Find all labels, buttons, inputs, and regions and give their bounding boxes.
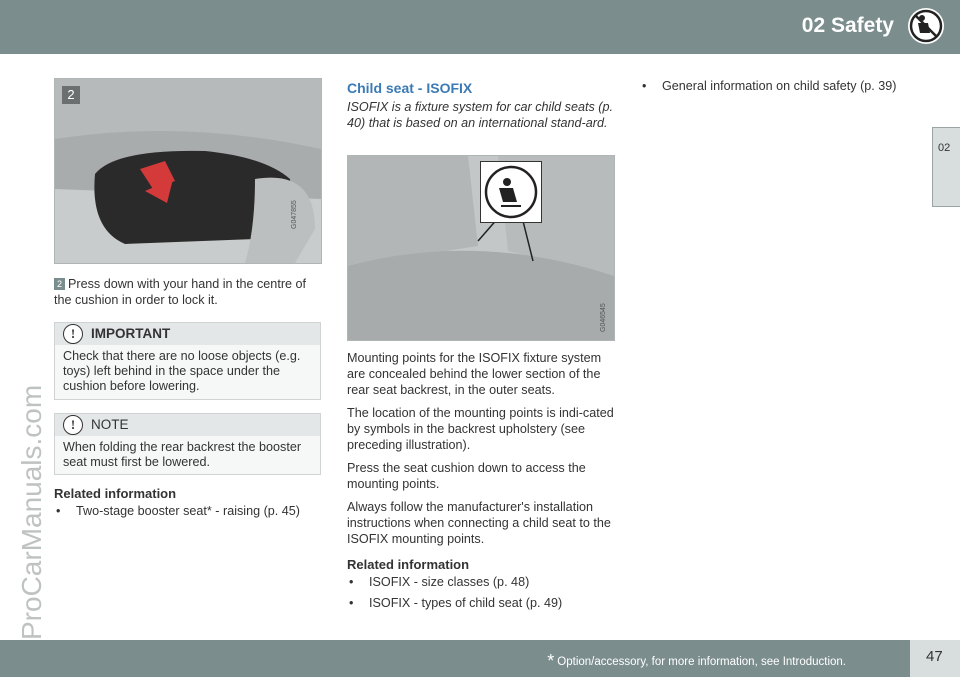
related-link[interactable]: • General information on child safety (p. 39) xyxy=(640,78,908,94)
step-text xyxy=(54,276,322,308)
footer-asterisk: * xyxy=(547,651,555,671)
image-code: G047855 xyxy=(291,200,298,229)
page-header xyxy=(0,0,960,54)
important-body: Check that there are no loose objects (e.g. toys) left behind in the space under the cushion before lowering. xyxy=(63,349,301,393)
related-heading: Related information xyxy=(347,557,470,572)
page-footer xyxy=(0,640,910,677)
note-title: NOTE xyxy=(91,417,129,432)
page-number-box xyxy=(910,640,960,677)
right-related-section xyxy=(640,78,908,99)
no-child-seat-icon xyxy=(906,6,946,46)
image-code: G046545 xyxy=(600,303,607,332)
paragraph: The location of the mounting points is indi-cated by symbols in the backrest upholstery (see preceding illustration). xyxy=(347,406,614,452)
note-header xyxy=(55,414,320,436)
note-box xyxy=(54,413,321,475)
watermark: ProCarManuals.com xyxy=(16,384,47,640)
section-lead: ISOFIX is a fixture system for car child seats (p. 40) that is based on an international stand-ard. xyxy=(347,100,613,130)
related-heading: Related information xyxy=(54,486,177,501)
isofix-symbol xyxy=(480,161,542,223)
footer-text: Option/accessory, for more information, see Introduction. xyxy=(557,656,846,668)
image-step-label: 2 xyxy=(62,86,80,104)
isofix-illustration xyxy=(347,155,615,341)
important-box xyxy=(54,322,321,400)
step-badge: 2 xyxy=(54,278,65,290)
related-link[interactable]: • ISOFIX - types of child seat (p. 49) xyxy=(347,595,615,611)
footer-note xyxy=(547,651,846,672)
paragraph: Always follow the manufacturer's installation instructions when connecting a child seat to the ISOFIX mounting points. xyxy=(347,500,611,546)
chapter-title: 02 Safety xyxy=(801,14,894,37)
related-link[interactable]: • Two-stage booster seat* - raising (p. 45) xyxy=(54,503,322,519)
important-header xyxy=(55,323,320,345)
related-link[interactable]: • ISOFIX - size classes (p. 48) xyxy=(347,574,615,590)
isofix-body xyxy=(347,350,615,616)
paragraph: Press the seat cushion down to access the mounting points. xyxy=(347,461,586,491)
section-title: Child seat - ISOFIX xyxy=(347,80,473,96)
step-description: Press down with your hand in the centre of the cushion in order to lock it. xyxy=(54,277,307,307)
info-icon: ! xyxy=(63,415,83,435)
isofix-intro xyxy=(347,80,615,131)
important-title: IMPORTANT xyxy=(91,326,171,341)
paragraph: Mounting points for the ISOFIX fixture system are concealed behind the lower section of the rear seat backrest, in the outer seats. xyxy=(347,351,602,397)
info-icon: ! xyxy=(63,324,83,344)
page-number: 47 xyxy=(926,648,943,665)
side-tab-label: 02 xyxy=(938,142,951,154)
note-body: When folding the rear backrest the booster seat must first be lowered. xyxy=(63,440,302,469)
chapter-side-tab[interactable] xyxy=(932,127,960,207)
booster-seat-illustration xyxy=(54,78,322,264)
left-related-section xyxy=(54,486,322,524)
booster-seat-image xyxy=(55,79,321,263)
child-seat-icon xyxy=(481,162,541,222)
